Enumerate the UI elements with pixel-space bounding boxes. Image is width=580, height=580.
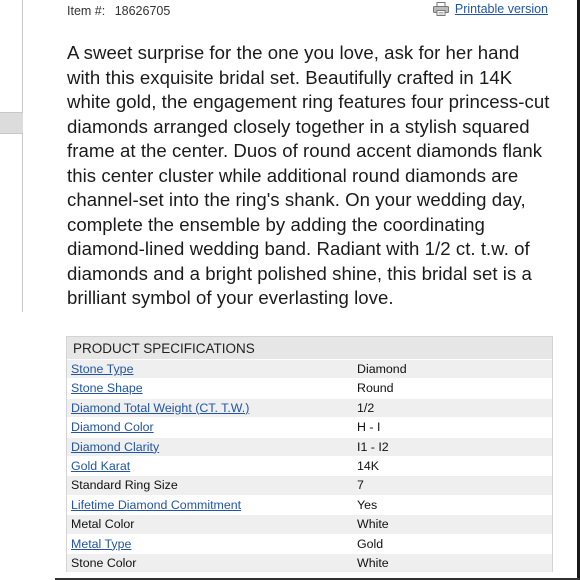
spec-value: 1/2	[357, 400, 375, 415]
spec-value: H - I	[357, 420, 381, 435]
spec-name: Stone Color	[71, 555, 137, 570]
spec-rows	[67, 359, 552, 572]
product-specifications-header: PRODUCT SPECIFICATIONS	[67, 336, 552, 359]
item-number	[67, 4, 170, 18]
spec-value: Round	[357, 381, 394, 396]
spec-row	[67, 359, 552, 378]
spec-value: I1 - I2	[357, 439, 389, 454]
spec-name[interactable]: Diamond Clarity	[71, 439, 160, 454]
spec-value: Gold	[357, 536, 384, 551]
left-panel-edge	[0, 0, 23, 312]
spec-name[interactable]: Stone Shape	[71, 381, 143, 396]
spec-row	[67, 475, 552, 494]
spec-name: Metal Color	[71, 517, 135, 532]
spec-row	[67, 514, 552, 533]
printer-icon	[433, 2, 449, 16]
spec-row	[67, 437, 552, 456]
product-specifications-table	[66, 336, 553, 572]
left-panel-tab	[0, 112, 23, 134]
spec-row	[67, 495, 552, 514]
spec-name[interactable]: Metal Type	[71, 536, 132, 551]
spec-value: Yes	[357, 497, 378, 512]
item-number-value: 18626705	[114, 4, 171, 18]
item-number-label: Item #:	[67, 4, 106, 18]
spec-value: White	[357, 555, 389, 570]
spec-row	[67, 456, 552, 475]
spec-name[interactable]: Diamond Total Weight (CT. T.W.)	[71, 400, 250, 415]
spec-row	[67, 553, 552, 572]
product-description: A sweet surprise for the one you love, ask for her hand with this exquisite bridal set. Beautifully crafted in 14K white gold, the engagement ring features four princess-cut diamonds arranged closely together in a stylish squared frame at the center. Duos of round accent diamonds flank this center cluster while additional round diamonds are channel-set into the ring's shank. On your wedding day, complete the ensemble by adding the coordinating diamond-lined wedding band. Radiant with 1/2 ct. t.w. of diamonds and a bright polished shine, this bridal set is a brilliant symbol of your everlasting love.	[67, 42, 550, 308]
spec-value: 7	[357, 478, 364, 493]
spec-name[interactable]: Gold Karat	[71, 458, 131, 473]
spec-value: Diamond	[357, 362, 407, 376]
spec-value: White	[357, 517, 389, 532]
spec-name[interactable]: Diamond Color	[71, 420, 154, 435]
spec-row	[67, 378, 552, 397]
printable-version-link[interactable]	[433, 2, 548, 16]
spec-name: Standard Ring Size	[71, 478, 178, 493]
spec-name[interactable]: Lifetime Diamond Commitment	[71, 497, 242, 512]
spec-row	[67, 417, 552, 436]
spec-value: 14K	[357, 458, 380, 473]
spec-row	[67, 534, 552, 553]
printable-version-label: Printable version	[454, 2, 548, 16]
spec-name[interactable]: Stone Type	[71, 362, 134, 376]
spec-row	[67, 398, 552, 417]
